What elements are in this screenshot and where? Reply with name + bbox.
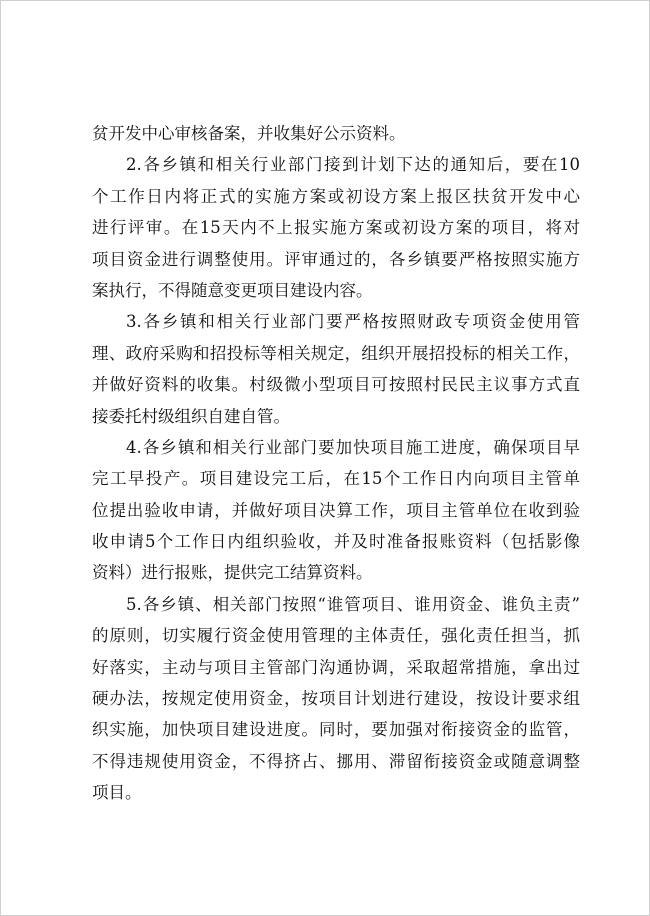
paragraph-line: 硬办法，按规定使用资金，按项目计划进行建设，按设计要求组 (92, 689, 580, 709)
paragraph-line: 进行评审。在15天内不上报实施方案或初设方案的项目，将对 (92, 218, 580, 238)
paragraph-line: 项目。 (92, 783, 142, 803)
paragraph-line: 好落实，主动与项目主管部门沟通协调，采取超常措施，拿出过 (92, 657, 580, 677)
paragraph-line: 接委托村级组织自建自管。 (92, 406, 290, 426)
paragraph-line: 资料）进行报账，提供完工结算资料。 (92, 563, 373, 583)
paragraph-line: 的原则，切实履行资金使用管理的主体责任，强化责任担当，抓 (92, 626, 580, 646)
paragraph-line: 不得违规使用资金，不得挤占、挪用、滞留衔接资金或随意调整 (92, 751, 580, 771)
paragraph-line: 收申请5个工作日内组织验收，并及时准备报账资料（包括影像 (92, 532, 580, 552)
paragraph-first-line: 5.各乡镇、相关部门按照“谁管项目、谁用资金、谁负主责” (126, 594, 580, 614)
paragraph-line: 织实施，加快项目建设进度。同时，要加强对衔接资金的监管， (92, 720, 580, 740)
paragraph-line: 理、政府采购和招投标等相关规定，组织开展招投标的相关工作， (92, 343, 580, 363)
paragraph-line: 项目资金进行调整使用。评审通过的，各乡镇要严格按照实施方 (92, 249, 580, 269)
paragraph-first-line: 3.各乡镇和相关行业部门要严格按照财政专项资金使用管 (126, 312, 580, 332)
paragraph-line: 完工早投产。项目建设完工后，在15个工作日内向项目主管单 (92, 469, 580, 489)
paragraph-line: 位提出验收申请，并做好项目决算工作，项目主管单位在收到验 (92, 500, 580, 520)
paragraph-first-line: 2.各乡镇和相关行业部门接到计划下达的通知后，要在10 (126, 155, 580, 175)
paragraph-line: 案执行，不得随意变更项目建设内容。 (92, 280, 373, 300)
document-body (92, 118, 580, 809)
paragraph-line: 并做好资料的收集。村级微小型项目可按照村民民主议事方式直 (92, 375, 580, 395)
paragraph-first-line: 4.各乡镇和相关行业部门要加快项目施工进度，确保项目早 (126, 437, 580, 457)
paragraph-line: 个工作日内将正式的实施方案或初设方案上报区扶贫开发中心 (92, 186, 580, 206)
paragraph-line: 贫开发中心审核备案，并收集好公示资料。 (92, 124, 406, 143)
